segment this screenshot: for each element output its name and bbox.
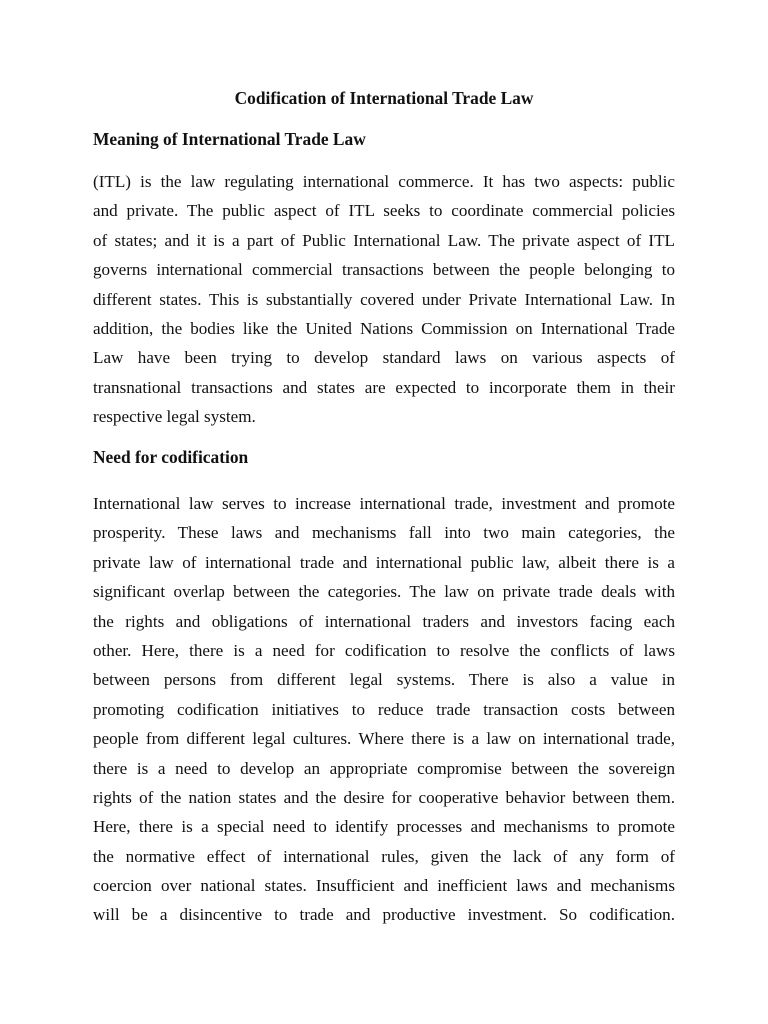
text-line: International law serves to increase international trade, investment and promote <box>93 494 675 513</box>
text-line: different states. This is substantially covered under Private International Law. In <box>93 289 675 309</box>
text-line: (ITL) is the law regulating international commerce. It has two aspects: public <box>93 172 675 191</box>
text-line: coercion over national states. Insufficient and inefficient laws and mechanisms <box>93 876 675 896</box>
text-line: the normative effect of international rules, given the lack of any form of <box>93 846 675 866</box>
text-line: Here, there is a special need to identify processes and mechanisms to promote <box>93 817 675 837</box>
text-line: governs international commercial transactions between the people belonging to <box>93 260 675 280</box>
text-line: promoting codification initiatives to reduce trade transaction costs between <box>93 699 675 719</box>
section-heading-meaning: Meaning of International Trade Law <box>93 129 366 149</box>
text-line: significant overlap between the categories. The law on private trade deals with <box>93 582 675 602</box>
text-line: rights of the nation states and the desire for cooperative behavior between them. <box>93 787 675 807</box>
text-line: and private. The public aspect of ITL seeks to coordinate commercial policies <box>93 201 675 221</box>
text-line: private law of international trade and international public law, albeit there is a <box>93 552 675 572</box>
text-line: the rights and obligations of international traders and investors facing each <box>93 611 675 631</box>
text-line: will be a disincentive to trade and productive investment. So codification. <box>93 905 675 925</box>
paragraph-need <box>93 489 675 930</box>
text-line: transnational transactions and states are expected to incorporate them in their <box>93 377 675 397</box>
text-line: prosperity. These laws and mechanisms fall into two main categories, the <box>93 523 675 543</box>
text-line: between persons from different legal systems. There is also a value in <box>93 670 675 690</box>
section-heading-need: Need for codification <box>93 447 249 467</box>
text-line: Law have been trying to develop standard laws on various aspects of <box>93 348 675 368</box>
text-line: there is a need to develop an appropriate compromise between the sovereign <box>93 758 675 778</box>
text-line: other. Here, there is a need for codification to resolve the conflicts of laws <box>93 640 675 660</box>
text-line: addition, the bodies like the United Nations Commission on International Trade <box>93 318 675 338</box>
paragraph-meaning <box>93 167 675 432</box>
page-title: Codification of International Trade Law <box>234 88 534 108</box>
text-line: respective legal system. <box>93 407 256 427</box>
text-line: of states; and it is a part of Public International Law. The private aspect of ITL <box>93 230 675 250</box>
text-line: people from different legal cultures. Where there is a law on international trade, <box>93 729 675 749</box>
